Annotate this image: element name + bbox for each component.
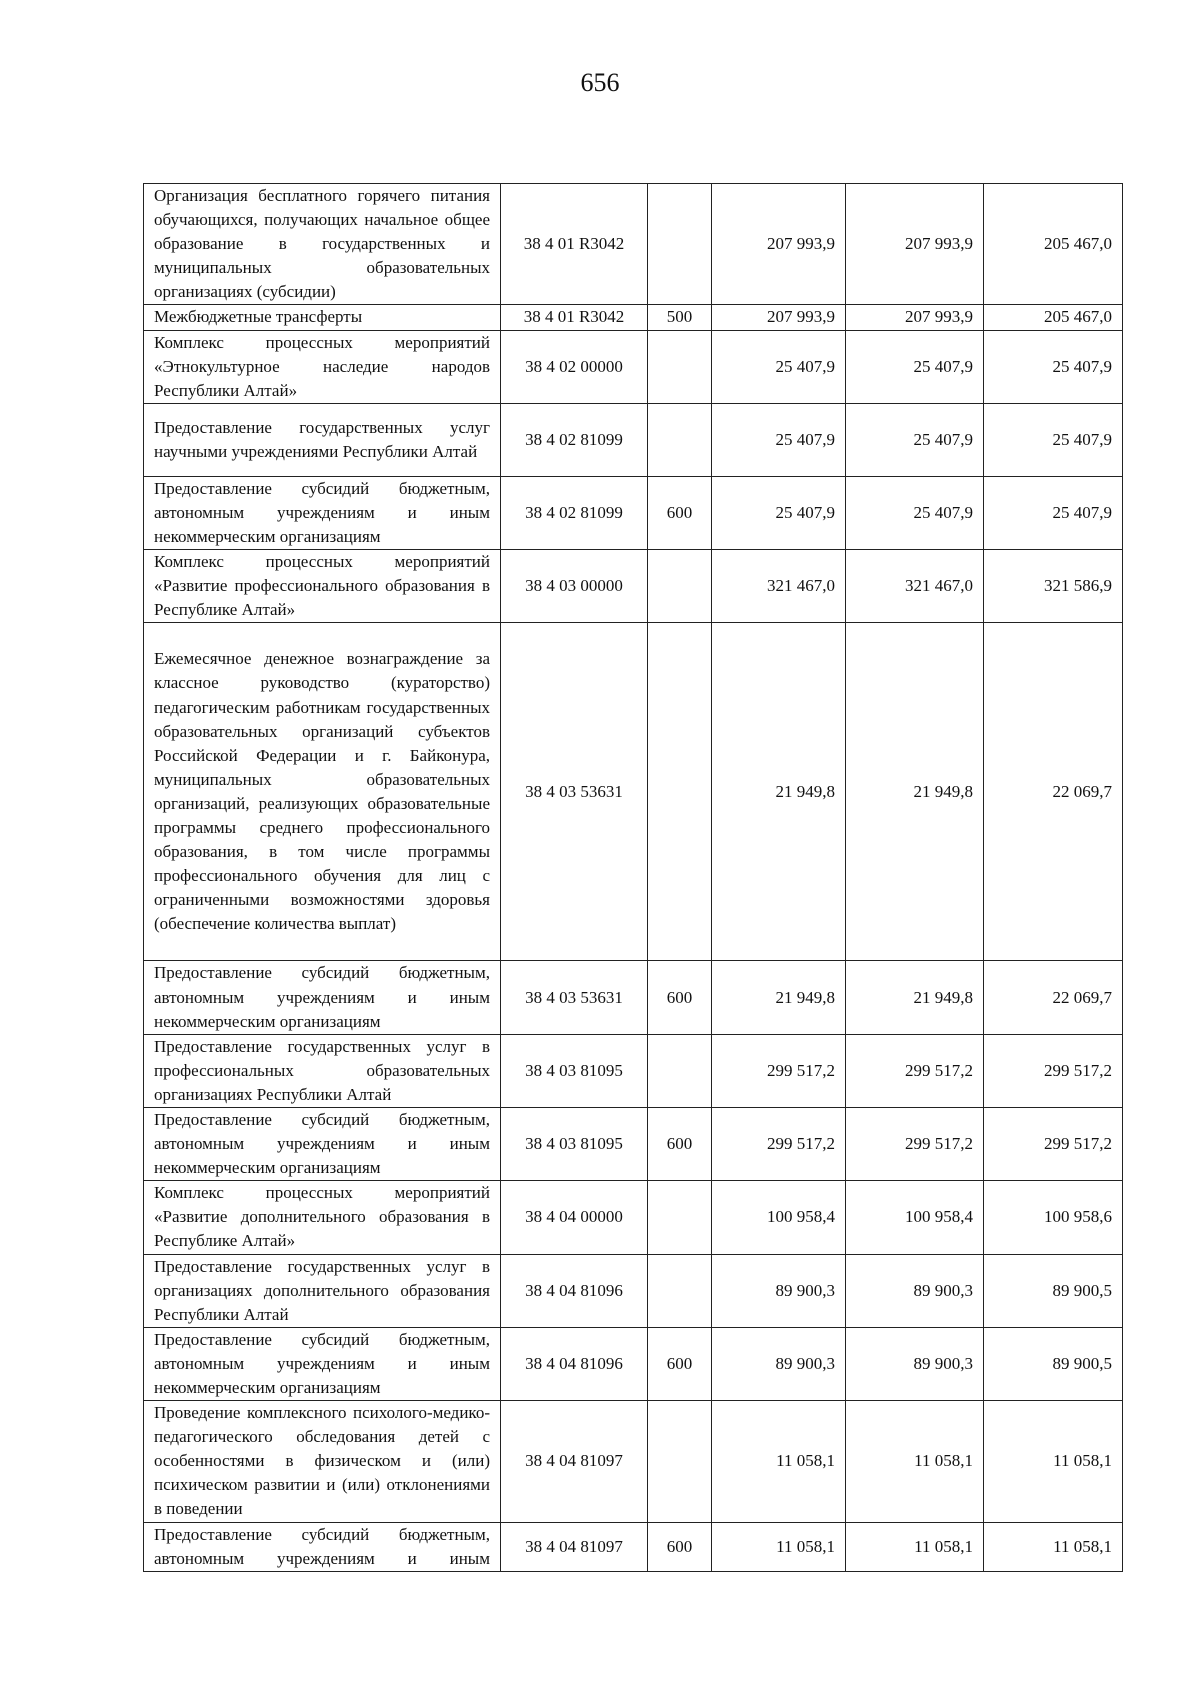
row-name: Проведение комплексного психолого-медико-педагогического обследования детей с особенностями в физическом и (или) психическом развитии и (или) отклонениями в поведении — [144, 1401, 501, 1522]
row-code: 38 4 04 81097 — [501, 1522, 648, 1571]
row-year3: 25 407,9 — [984, 330, 1123, 403]
row-year3: 321 586,9 — [984, 550, 1123, 623]
row-year3: 22 069,7 — [984, 623, 1123, 961]
row-code: 38 4 03 53631 — [501, 623, 648, 961]
row-year2: 207 993,9 — [846, 184, 984, 305]
table-row — [144, 403, 1123, 476]
row-name: Предоставление субсидий бюджетным, автономным учреждениям и иным некоммерческим организациям — [144, 1107, 501, 1180]
table-row — [144, 623, 1123, 961]
row-name: Комплекс процессных мероприятий «Развитие дополнительного образования в Республике Алтай» — [144, 1181, 501, 1254]
row-code: 38 4 02 00000 — [501, 330, 648, 403]
row-name: Организация бесплатного горячего питания обучающихся, получающих начальное общее образование в государственных и муниципальных образовательных организациях (субсидии) — [144, 184, 501, 305]
row-name: Комплекс процессных мероприятий «Этнокультурное наследие народов Республики Алтай» — [144, 330, 501, 403]
row-name: Ежемесячное денежное вознаграждение за классное руководство (кураторство) педагогическим работникам государственных образовательных организаций субъектов Российской Федерации и г. Байконура, муниципальных образовательных организаций, реализующих образовательные программы среднего профессионального образования, в том числе программы профессионального обучения для лиц с ограниченными возможностями здоровья (обеспечение количества выплат) — [144, 623, 501, 961]
row-name: Предоставление государственных услуг научными учреждениями Республики Алтай — [144, 403, 501, 476]
row-year1: 299 517,2 — [712, 1107, 846, 1180]
page-number: 656 — [580, 68, 620, 97]
row-year1: 21 949,8 — [712, 961, 846, 1034]
row-year1: 207 993,9 — [712, 184, 846, 305]
row-year3: 205 467,0 — [984, 305, 1123, 330]
row-type — [648, 1254, 712, 1327]
table-row — [144, 305, 1123, 330]
row-type — [648, 1034, 712, 1107]
row-type — [648, 403, 712, 476]
row-year2: 25 407,9 — [846, 476, 984, 549]
row-code: 38 4 02 81099 — [501, 476, 648, 549]
table-row — [144, 184, 1123, 305]
row-type — [648, 1401, 712, 1522]
row-name: Межбюджетные трансферты — [144, 305, 501, 330]
row-type — [648, 550, 712, 623]
row-code: 38 4 03 53631 — [501, 961, 648, 1034]
table-row — [144, 1107, 1123, 1180]
row-code: 38 4 03 00000 — [501, 550, 648, 623]
row-year3: 89 900,5 — [984, 1327, 1123, 1400]
row-year3: 25 407,9 — [984, 403, 1123, 476]
row-type: 600 — [648, 476, 712, 549]
row-name: Предоставление государственных услуг в профессиональных образовательных организациях Республики Алтай — [144, 1034, 501, 1107]
row-year2: 321 467,0 — [846, 550, 984, 623]
row-year2: 25 407,9 — [846, 403, 984, 476]
row-year2: 299 517,2 — [846, 1034, 984, 1107]
row-name: Комплекс процессных мероприятий «Развитие профессионального образования в Республике Алтай» — [144, 550, 501, 623]
row-type — [648, 330, 712, 403]
table-row — [144, 550, 1123, 623]
table-row — [144, 1254, 1123, 1327]
row-year3: 205 467,0 — [984, 184, 1123, 305]
row-year1: 25 407,9 — [712, 476, 846, 549]
table-row — [144, 476, 1123, 549]
row-type: 600 — [648, 1522, 712, 1571]
row-year1: 25 407,9 — [712, 330, 846, 403]
row-year3: 22 069,7 — [984, 961, 1123, 1034]
row-type — [648, 184, 712, 305]
row-type — [648, 623, 712, 961]
row-year1: 89 900,3 — [712, 1327, 846, 1400]
row-year1: 321 467,0 — [712, 550, 846, 623]
row-year3: 299 517,2 — [984, 1107, 1123, 1180]
row-year1: 21 949,8 — [712, 623, 846, 961]
row-year2: 11 058,1 — [846, 1401, 984, 1522]
row-type: 600 — [648, 1327, 712, 1400]
row-code: 38 4 04 81096 — [501, 1254, 648, 1327]
row-year3: 25 407,9 — [984, 476, 1123, 549]
row-name: Предоставление субсидий бюджетным, автономным учреждениям и иным — [144, 1522, 501, 1571]
row-name: Предоставление государственных услуг в организациях дополнительного образования Республики Алтай — [144, 1254, 501, 1327]
row-code: 38 4 04 81097 — [501, 1401, 648, 1522]
row-year2: 21 949,8 — [846, 961, 984, 1034]
table-row — [144, 1034, 1123, 1107]
row-name: Предоставление субсидий бюджетным, автономным учреждениям и иным некоммерческим организациям — [144, 961, 501, 1034]
row-year2: 207 993,9 — [846, 305, 984, 330]
row-type — [648, 1181, 712, 1254]
table-row — [144, 1401, 1123, 1522]
row-year3: 100 958,6 — [984, 1181, 1123, 1254]
row-code: 38 4 02 81099 — [501, 403, 648, 476]
table-row — [144, 1327, 1123, 1400]
row-year1: 100 958,4 — [712, 1181, 846, 1254]
row-code: 38 4 01 R3042 — [501, 305, 648, 330]
table-row — [144, 961, 1123, 1034]
row-code: 38 4 04 00000 — [501, 1181, 648, 1254]
row-year1: 89 900,3 — [712, 1254, 846, 1327]
row-year2: 11 058,1 — [846, 1522, 984, 1571]
row-year1: 299 517,2 — [712, 1034, 846, 1107]
row-code: 38 4 04 81096 — [501, 1327, 648, 1400]
row-code: 38 4 01 R3042 — [501, 184, 648, 305]
row-year3: 89 900,5 — [984, 1254, 1123, 1327]
row-year2: 89 900,3 — [846, 1254, 984, 1327]
table-row — [144, 1522, 1123, 1571]
row-code: 38 4 03 81095 — [501, 1034, 648, 1107]
row-type: 600 — [648, 1107, 712, 1180]
row-name: Предоставление субсидий бюджетным, автономным учреждениям и иным некоммерческим организациям — [144, 1327, 501, 1400]
row-year1: 11 058,1 — [712, 1522, 846, 1571]
table-row — [144, 330, 1123, 403]
budget-table — [143, 183, 1123, 1572]
row-code: 38 4 03 81095 — [501, 1107, 648, 1180]
row-year3: 299 517,2 — [984, 1034, 1123, 1107]
row-year2: 100 958,4 — [846, 1181, 984, 1254]
row-year3: 11 058,1 — [984, 1522, 1123, 1571]
row-type: 500 — [648, 305, 712, 330]
row-year1: 25 407,9 — [712, 403, 846, 476]
row-year2: 89 900,3 — [846, 1327, 984, 1400]
row-name: Предоставление субсидий бюджетным, автономным учреждениям и иным некоммерческим организациям — [144, 476, 501, 549]
row-year2: 21 949,8 — [846, 623, 984, 961]
row-type: 600 — [648, 961, 712, 1034]
table-row — [144, 1181, 1123, 1254]
row-year1: 207 993,9 — [712, 305, 846, 330]
row-year1: 11 058,1 — [712, 1401, 846, 1522]
row-year3: 11 058,1 — [984, 1401, 1123, 1522]
row-year2: 299 517,2 — [846, 1107, 984, 1180]
row-year2: 25 407,9 — [846, 330, 984, 403]
